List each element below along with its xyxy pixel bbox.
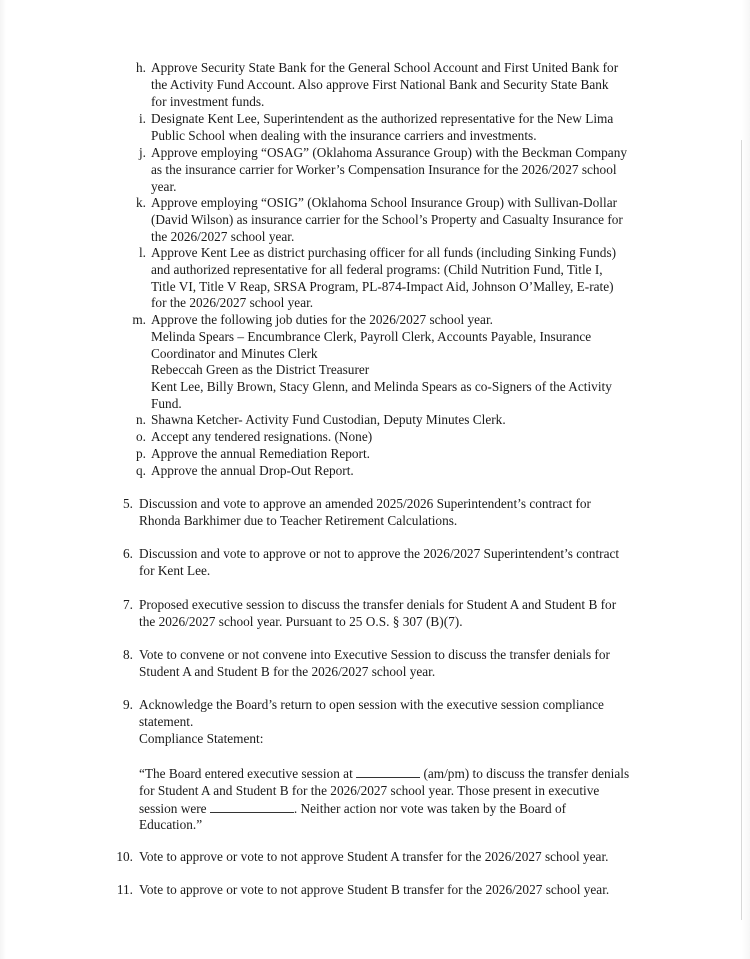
item-text-line: statement. [139, 713, 194, 729]
compliance-text: . Neither action nor vote was taken by the Board of [293, 800, 567, 816]
subitem-text-line: for investment funds. [151, 93, 265, 109]
subitem-text-line: Approve employing “OSAG” (Oklahoma Assurance Group) with the Beckman Company [151, 145, 627, 160]
agenda-subitem-j [138, 145, 691, 195]
item-number: 11. [116, 882, 133, 897]
attendees-blank [210, 800, 294, 813]
subitem-text-line: Approve Kent Lee as district purchasing officer for all funds (including Sinking Funds) [151, 245, 617, 260]
item-text-line: Student A and Student B for the 2026/2027 school year. [139, 663, 436, 679]
subitem-text-line: year. [151, 178, 177, 194]
time-blank [356, 765, 420, 778]
page-edge-shadow [741, 140, 742, 920]
subitem-marker: m. [132, 312, 146, 327]
item-text-line: Rhonda Barkhimer due to Teacher Retirement Calculations. [139, 512, 458, 528]
item-number: 6. [123, 546, 133, 561]
subitem-marker: o. [136, 429, 146, 444]
subitem-text-line: Designate Kent Lee, Superintendent as the authorized representative for the New Lima [151, 111, 614, 126]
subitem-text-line: Fund. [151, 395, 182, 411]
subitem-text-line: Approve Security State Bank for the General School Account and First United Bank for [151, 60, 619, 75]
agenda-subitem-m [132, 312, 691, 413]
subitem-marker: n. [136, 412, 146, 427]
compliance-statement [139, 765, 679, 834]
item-text-line: Vote to approve or vote to not approve Student B transfer for the 2026/2027 school year. [139, 882, 610, 897]
item-text-line: Acknowledge the Board’s return to open session with the executive session compliance [139, 697, 604, 712]
item-text-line: Discussion and vote to approve an amended 2025/2026 Superintendent’s contract for [139, 496, 591, 511]
agenda-subitem-l [138, 245, 691, 312]
agenda-subitem-k [136, 195, 691, 245]
subitem-text-line: Approve employing “OSIG” (Oklahoma School Insurance Group) with Sullivan-Dollar [151, 195, 618, 210]
agenda-subitem-p [136, 446, 691, 463]
agenda-item-7 [123, 597, 684, 631]
agenda-item-10 [116, 849, 684, 866]
agenda-item-6 [123, 546, 684, 580]
subitem-text-line: the Activity Fund Account. Also approve First National Bank and Security State Bank [151, 76, 609, 92]
agenda-item-9 [123, 697, 684, 747]
agenda-item-11 [116, 882, 684, 899]
compliance-line [139, 765, 679, 783]
compliance-line [139, 800, 679, 818]
subitem-text-line: and authorized representative for all federal programs: (Child Nutrition Fund, Title I, [151, 261, 603, 277]
subitem-text-line: Melinda Spears – Encumbrance Clerk, Payroll Clerk, Accounts Payable, Insurance [151, 328, 592, 344]
item-number: 9. [123, 697, 133, 712]
item-number: 10. [116, 849, 133, 864]
agenda-subitem-n [136, 412, 691, 429]
compliance-text: session were [139, 800, 207, 816]
subitem-text-line: Rebeccah Green as the District Treasurer [151, 362, 370, 378]
agenda-subitem-h [136, 60, 691, 110]
agenda-item-5 [123, 496, 684, 530]
compliance-text: (am/pm) to discuss the transfer denials [423, 766, 630, 781]
item-text-line: Discussion and vote to approve or not to approve the 2026/2027 Superintendent’s contract [139, 546, 620, 561]
subitem-text-line: for the 2026/2027 school year. [151, 295, 314, 311]
subitem-marker: l. [138, 245, 146, 260]
agenda-item-8 [123, 647, 684, 681]
subitem-text-line: the 2026/2027 school year. [151, 228, 295, 244]
subitem-marker: k. [136, 195, 146, 210]
subitem-text-line: Kent Lee, Billy Brown, Stacy Glenn, and Melinda Spears as co-Signers of the Activity [151, 379, 612, 395]
subitem-text-line: Coordinator and Minutes Clerk [151, 345, 318, 361]
item-text-line: Vote to approve or vote to not approve Student A transfer for the 2026/2027 school year. [139, 849, 609, 864]
item-number: 5. [123, 496, 133, 511]
subitem-text-line: Public School when dealing with the insurance carriers and investments. [151, 127, 537, 143]
item-text-line: Proposed executive session to discuss the transfer denials for Student A and Student B for [139, 597, 617, 612]
item-number: 7. [123, 597, 133, 612]
compliance-line: for Student A and Student B for the 2026/2027 school year. Those present in executive [139, 782, 600, 798]
subitem-text-line: (David Wilson) as insurance carrier for the School’s Property and Casualty Insurance for [151, 211, 623, 227]
subitem-text-line: Approve the annual Drop-Out Report. [151, 463, 354, 478]
subitem-text-line: Shawna Ketcher- Activity Fund Custodian, Deputy Minutes Clerk. [151, 412, 506, 427]
compliance-text: “The Board entered executive session at [139, 766, 353, 781]
subitem-text-line: Approve the following job duties for the 2026/2027 school year. [151, 312, 493, 327]
item-text-line: Vote to convene or not convene into Executive Session to discuss the transfer denials for [139, 647, 610, 662]
agenda-subitem-q [136, 463, 691, 480]
compliance-line: Education.” [139, 817, 203, 833]
subitem-marker: p. [136, 446, 146, 461]
agenda-subitem-o [136, 429, 691, 446]
subitem-text-line: as the insurance carrier for Worker’s Compensation Insurance for the 2026/2027 school [151, 161, 617, 177]
item-text-line: Compliance Statement: [139, 730, 264, 746]
subitem-marker: i. [138, 111, 146, 126]
subitem-marker: j. [138, 145, 146, 160]
item-number: 8. [123, 647, 133, 662]
agenda-subitem-i [138, 111, 691, 145]
item-text-line: for Kent Lee. [139, 562, 211, 578]
subitem-text-line: Title VI, Title V Reap, SRSA Program, PL-874-Impact Aid, Johnson O’Malley, E-rate) [151, 278, 614, 294]
subitem-text-line: Approve the annual Remediation Report. [151, 446, 370, 461]
subitem-marker: h. [136, 60, 146, 75]
subitem-marker: q. [136, 463, 146, 478]
item-text-line: the 2026/2027 school year. Pursuant to 25 O.S. § 307 (B)(7). [139, 613, 463, 629]
subitem-text-line: Accept any tendered resignations. (None) [151, 429, 373, 444]
